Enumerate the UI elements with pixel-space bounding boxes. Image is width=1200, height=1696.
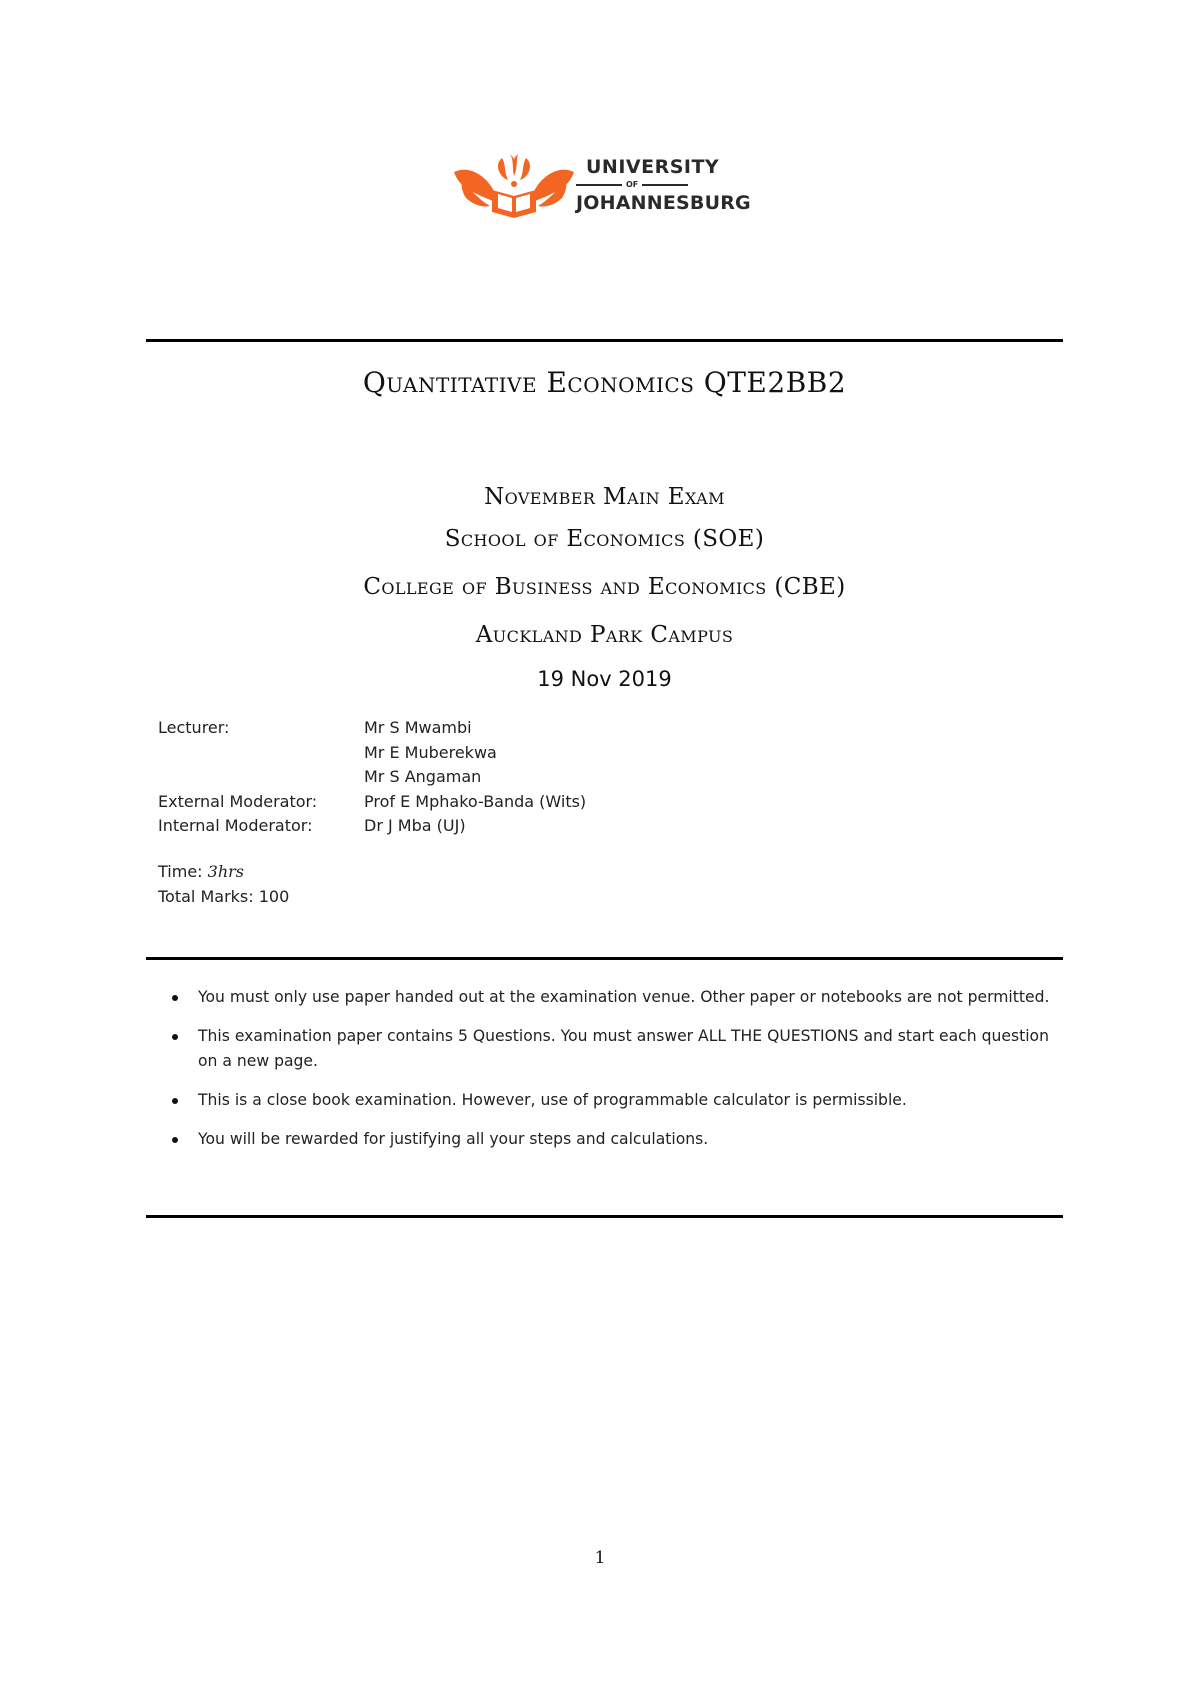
campus-name: Auckland Park Campus	[475, 622, 734, 648]
instruction-item	[160, 1024, 1063, 1074]
internal-moderator-name: Dr J Mba (UJ)	[364, 816, 466, 835]
college-name: College of Business and Economics (CBE)	[363, 574, 846, 600]
school-name: School of Economics (SOE)	[444, 526, 765, 552]
page-number: 1	[594, 1548, 606, 1568]
logo-line-of	[576, 178, 756, 192]
marks-label: Total Marks:	[158, 886, 259, 906]
logo-line-university: UNIVERSITY	[586, 156, 720, 178]
bullet-icon	[172, 1034, 178, 1040]
external-moderator-label: External Moderator:	[158, 791, 318, 811]
instruction-item	[160, 1127, 1063, 1152]
time-row	[158, 860, 289, 885]
lecturer-label: Lecturer:	[158, 718, 230, 737]
exam-meta	[158, 860, 289, 909]
instruction-item	[160, 985, 1063, 1010]
bottom-rule	[146, 1215, 1063, 1218]
staff-row	[158, 790, 586, 815]
lecturer-name: Mr E Muberekwa	[364, 742, 497, 762]
instruction-text: This is a close book examination. However, use of programmable calculator is permissible.	[198, 1091, 907, 1109]
internal-moderator-label: Internal Moderator:	[158, 816, 313, 835]
lecturer-name: Mr S Mwambi	[364, 718, 472, 737]
marks-value: 100	[258, 886, 290, 906]
university-emblem-icon	[452, 150, 576, 222]
university-wordmark	[576, 156, 756, 214]
exam-date: 19 Nov 2019	[537, 667, 672, 691]
top-rule	[146, 339, 1063, 342]
time-value: 3hrs	[207, 862, 244, 881]
lecturer-name: Mr S Angaman	[364, 767, 482, 786]
bullet-icon	[172, 995, 178, 1001]
staff-row	[158, 716, 586, 741]
instructions-list	[160, 985, 1063, 1166]
instruction-item	[160, 1088, 1063, 1113]
instruction-text: You must only use paper handed out at the examination venue. Other paper or notebooks are not permitted.	[198, 988, 1050, 1006]
staff-row	[158, 741, 586, 766]
marks-row	[158, 885, 289, 910]
exam-session: November Main Exam	[484, 484, 725, 510]
logo-line-johannesburg: JOHANNESBURG	[576, 192, 751, 214]
staff-row	[158, 814, 586, 839]
time-label: Time:	[158, 862, 208, 881]
logo-divider	[642, 184, 688, 186]
instruction-text: You will be rewarded for justifying all your steps and calculations.	[198, 1130, 709, 1148]
staff-table	[158, 716, 586, 839]
middle-rule	[146, 957, 1063, 960]
logo-divider	[576, 184, 622, 186]
university-logo	[452, 150, 752, 222]
staff-row	[158, 765, 586, 790]
exam-title: Quantitative Economics QTE2BB2	[362, 366, 847, 399]
instruction-text: This examination paper contains 5 Questions. You must answer ALL THE QUESTIONS and start each question on a new page.	[198, 1027, 1049, 1070]
external-moderator-name: Prof E Mphako-Banda (Wits)	[364, 791, 587, 811]
logo-of-text: OF	[626, 180, 639, 189]
bullet-icon	[172, 1098, 178, 1104]
bullet-icon	[172, 1137, 178, 1143]
